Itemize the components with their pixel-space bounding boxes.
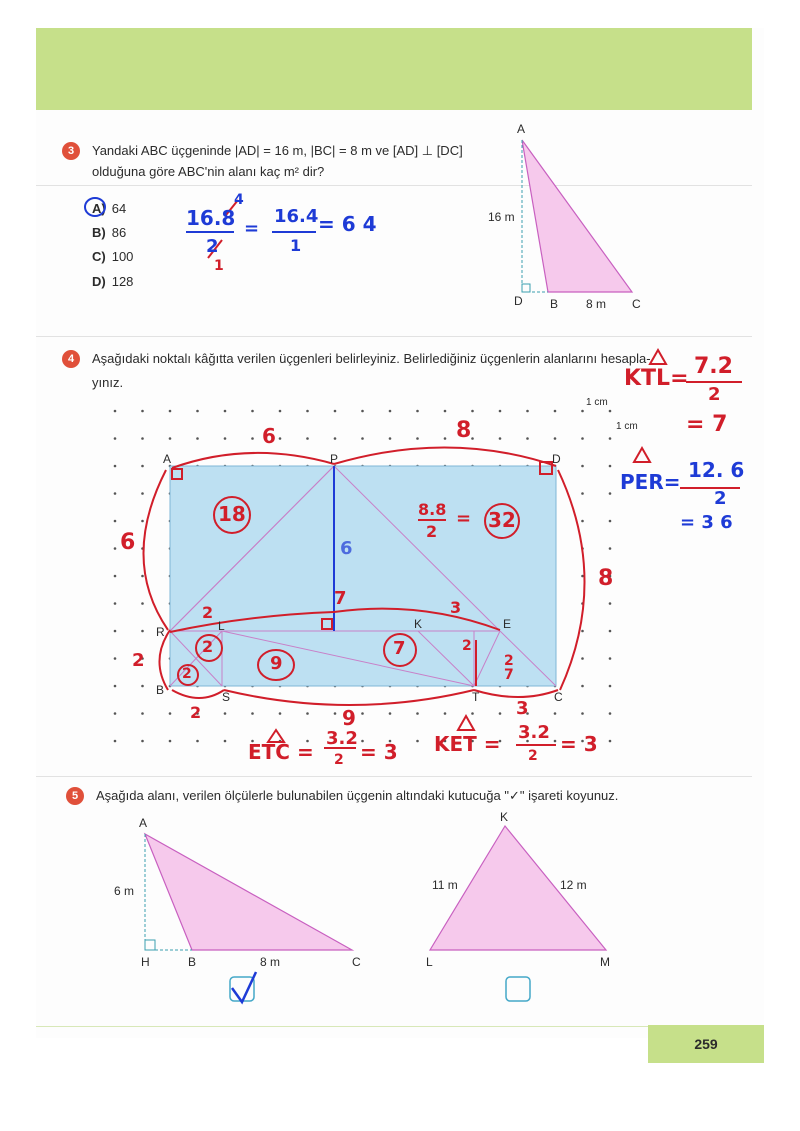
q3-triangle bbox=[522, 140, 632, 292]
grid-dot bbox=[114, 575, 117, 578]
unit-vertical: 1 cm bbox=[616, 421, 638, 432]
grid-dot bbox=[114, 712, 117, 715]
grid-dot bbox=[581, 492, 584, 495]
grid-dot bbox=[416, 740, 419, 743]
q4-hand-bottom-left: 2 bbox=[190, 703, 202, 722]
grid-dot bbox=[334, 410, 337, 413]
grid-dot bbox=[581, 657, 584, 660]
grid-dot bbox=[114, 547, 117, 550]
grid-dot bbox=[251, 712, 254, 715]
grid-dot bbox=[114, 685, 117, 688]
q4-hand-bottom-mid: 9 bbox=[342, 706, 356, 730]
q3-right-angle-mark bbox=[522, 284, 530, 292]
q4-hand-right: 8 bbox=[598, 566, 614, 591]
q3-label-a: A bbox=[517, 122, 526, 136]
option-b-value: 86 bbox=[111, 225, 127, 240]
grid-dot bbox=[581, 437, 584, 440]
grid-dot bbox=[609, 547, 612, 550]
q4-hand-area-18: 18 bbox=[218, 502, 246, 526]
grid-dot bbox=[609, 410, 612, 413]
q3-label-d: D bbox=[514, 294, 523, 308]
grid-dot bbox=[526, 437, 529, 440]
grid-dot bbox=[581, 410, 584, 413]
grid-dot bbox=[444, 410, 447, 413]
grid-dot bbox=[114, 437, 117, 440]
q5-label-a: A bbox=[139, 816, 148, 830]
option-a-value: 64 bbox=[111, 201, 127, 216]
grid-dot bbox=[141, 410, 144, 413]
grid-dot bbox=[471, 410, 474, 413]
q5-right-angle bbox=[145, 940, 155, 950]
q4-hand-left: 6 bbox=[120, 530, 136, 555]
q4-hand-l-two: 2 bbox=[202, 603, 214, 622]
q3-label-bc: 8 m bbox=[586, 297, 607, 311]
grid-dot bbox=[581, 630, 584, 633]
grid-dot bbox=[609, 602, 612, 605]
q4-hand-per-label: PER= bbox=[620, 470, 681, 494]
grid-dot bbox=[114, 740, 117, 743]
grid-dot bbox=[444, 437, 447, 440]
q4-hand-per-den: 2 bbox=[714, 488, 727, 509]
q4-hand-ket-label: KET = bbox=[434, 732, 501, 756]
grid-dot bbox=[224, 410, 227, 413]
q5-triangle-abc bbox=[145, 834, 352, 950]
q4-hand-k-three: 3 bbox=[450, 598, 462, 617]
q4-point-c: C bbox=[554, 690, 563, 704]
question-4-line1: Aşağıdaki noktalı kâğıtta verilen üçgenleri belirleyiniz. Belirlediğiniz üçgenlerin alanlarını hesapla- bbox=[92, 351, 651, 366]
grid-dot bbox=[196, 410, 199, 413]
grid-dot bbox=[114, 520, 117, 523]
q4-point-b: B bbox=[156, 683, 165, 697]
q4-hand-area-9: 9 bbox=[270, 653, 283, 674]
q4-point-e: E bbox=[503, 617, 512, 631]
q4-hand-etc-num: 3.2 bbox=[326, 728, 358, 749]
q4-hand-ktl-label: KTL= bbox=[624, 366, 689, 391]
grid-dot bbox=[361, 712, 364, 715]
q4-hand-ket-num: 3.2 bbox=[518, 722, 550, 743]
option-b-key: B) bbox=[92, 225, 106, 240]
question-4-badge: 4 bbox=[62, 350, 80, 368]
grid-dot bbox=[361, 437, 364, 440]
q4-hand-per-num: 12. 6 bbox=[688, 458, 745, 482]
grid-dot bbox=[609, 740, 612, 743]
q4-hand-e-seven: 2 7 bbox=[504, 653, 514, 683]
q4-hand-area-2: 2 bbox=[202, 637, 214, 656]
grid-dot bbox=[499, 437, 502, 440]
grid-dot bbox=[526, 410, 529, 413]
grid-dot bbox=[279, 410, 282, 413]
option-c-value: 100 bbox=[111, 249, 134, 264]
q4-hand-area-32: 32 bbox=[488, 508, 516, 532]
grid-dot bbox=[499, 410, 502, 413]
grid-dot bbox=[554, 712, 557, 715]
grid-dot bbox=[114, 657, 117, 660]
q4-point-t: T bbox=[472, 690, 480, 704]
q4-hand-area-2b: 2 bbox=[182, 666, 192, 682]
grid-dot bbox=[581, 685, 584, 688]
grid-dot bbox=[361, 410, 364, 413]
unit-horizontal: 1 cm bbox=[586, 397, 608, 408]
q4-hand-area-7: 7 bbox=[393, 638, 406, 659]
q3-hand-num2: 16.4 bbox=[274, 206, 319, 227]
option-a-key: A) bbox=[92, 201, 106, 216]
option-d-key: D) bbox=[92, 274, 106, 289]
grid-dot bbox=[306, 712, 309, 715]
grid-dot bbox=[114, 465, 117, 468]
q4-rectangle bbox=[170, 466, 556, 686]
q4-point-a: A bbox=[163, 452, 172, 466]
q4-hand-ktl-num: 7.2 bbox=[694, 354, 733, 379]
grid-dot bbox=[224, 437, 227, 440]
grid-dot bbox=[141, 685, 144, 688]
q5-label-right: 12 m bbox=[560, 878, 587, 892]
q3-hand-under2: 1 bbox=[214, 258, 224, 274]
q4-hand-left-small: 2 bbox=[132, 650, 145, 671]
q3-hand-den1: 2 bbox=[206, 236, 219, 257]
q5-label-m: M bbox=[600, 955, 610, 969]
q5-label-height: 6 m bbox=[114, 884, 135, 898]
q4-hand-etc-den: 2 bbox=[334, 752, 344, 768]
q4-hand-top-right: 8 bbox=[456, 418, 472, 443]
checkbox-2[interactable] bbox=[506, 977, 530, 1001]
grid-dot bbox=[169, 740, 172, 743]
q4-hand-ktl-den: 2 bbox=[708, 384, 721, 405]
grid-dot bbox=[279, 712, 282, 715]
grid-dot bbox=[499, 712, 502, 715]
grid-dot bbox=[141, 465, 144, 468]
grid-dot bbox=[609, 657, 612, 660]
grid-dot bbox=[609, 630, 612, 633]
divider bbox=[36, 336, 752, 337]
q3-hand-den2: 1 bbox=[290, 236, 302, 255]
q5-label-b: B bbox=[188, 955, 197, 969]
q4-hand-ktl-res: = 7 bbox=[686, 412, 728, 437]
question-4-line2: yınız. bbox=[92, 375, 124, 390]
q4-point-k: K bbox=[414, 617, 423, 631]
q4-point-r: R bbox=[156, 625, 165, 639]
q3-hand-result: = 6 4 bbox=[318, 212, 377, 236]
grid-dot bbox=[141, 575, 144, 578]
option-d-value: 128 bbox=[111, 274, 134, 289]
grid-dot bbox=[114, 602, 117, 605]
grid-dot bbox=[554, 410, 557, 413]
grid-dot bbox=[581, 712, 584, 715]
grid-dot bbox=[141, 602, 144, 605]
q4-hand-height-6: 6 bbox=[340, 538, 353, 559]
grid-dot bbox=[416, 410, 419, 413]
q4-hand-eq: = bbox=[456, 508, 472, 529]
grid-dot bbox=[141, 630, 144, 633]
grid-dot bbox=[581, 520, 584, 523]
question-5-badge: 5 bbox=[66, 787, 84, 805]
grid-dot bbox=[389, 712, 392, 715]
grid-dot bbox=[609, 492, 612, 495]
q5-label-c: C bbox=[352, 955, 361, 969]
footer-line bbox=[36, 1026, 648, 1027]
grid-dot bbox=[141, 740, 144, 743]
option-c-key: C) bbox=[92, 249, 106, 264]
q5-label-h: H bbox=[141, 955, 150, 969]
grid-dot bbox=[224, 740, 227, 743]
q3-label-b: B bbox=[550, 297, 559, 311]
grid-dot bbox=[444, 712, 447, 715]
question-5-line1: Aşağıda alanı, verilen ölçülerle bulunabilen üçgenin altındaki kutucuğa "✓" işareti koyunuz. bbox=[96, 788, 619, 803]
grid-dot bbox=[416, 712, 419, 715]
grid-dot bbox=[416, 437, 419, 440]
grid-dot bbox=[554, 437, 557, 440]
q3-label-c: C bbox=[632, 297, 641, 311]
q4-hand-etc-label: ETC = bbox=[248, 740, 314, 764]
grid-dot bbox=[224, 712, 227, 715]
q4-hand-top-left: 6 bbox=[262, 424, 276, 448]
q4-hand-e-two: 2 bbox=[462, 638, 472, 654]
grid-dot bbox=[251, 437, 254, 440]
grid-dot bbox=[196, 437, 199, 440]
q3-hand-over8: 4 bbox=[234, 192, 244, 208]
answer-circle bbox=[85, 198, 105, 216]
grid-dot bbox=[471, 712, 474, 715]
q5-label-k: K bbox=[500, 810, 509, 824]
grid-dot bbox=[141, 520, 144, 523]
q5-label-left: 11 m bbox=[432, 878, 458, 892]
q4-point-s: S bbox=[222, 690, 231, 704]
grid-dot bbox=[389, 410, 392, 413]
grid-dot bbox=[141, 712, 144, 715]
grid-dot bbox=[306, 410, 309, 413]
grid-dot bbox=[389, 437, 392, 440]
q4-hand-seven-mark: 7 bbox=[334, 588, 347, 609]
q5-label-base: 8 m bbox=[260, 955, 281, 969]
q4-point-d: D bbox=[552, 452, 561, 466]
q3-hand-eq: = bbox=[244, 218, 260, 239]
grid-dot bbox=[279, 437, 282, 440]
grid-dot bbox=[609, 712, 612, 715]
q4-hand-ket-res: = 3 bbox=[560, 732, 598, 756]
grid-dot bbox=[609, 685, 612, 688]
question-3-badge: 3 bbox=[62, 142, 80, 160]
grid-dot bbox=[169, 410, 172, 413]
grid-dot bbox=[114, 492, 117, 495]
grid-dot bbox=[141, 437, 144, 440]
grid-dot bbox=[141, 492, 144, 495]
grid-dot bbox=[334, 712, 337, 715]
grid-dot bbox=[609, 465, 612, 468]
q4-hand-frac-den: 2 bbox=[426, 522, 438, 541]
q4-hand-bottom-right: 3 bbox=[516, 698, 529, 719]
q3-hand-num1: 16.8 bbox=[186, 206, 236, 230]
grid-dot bbox=[581, 465, 584, 468]
grid-dot bbox=[471, 437, 474, 440]
grid-dot bbox=[609, 520, 612, 523]
question-3-line1: Yandaki ABC üçgeninde |AD| = 16 m, |BC| = 8 m ve [AD] ⊥ [DC] bbox=[92, 143, 463, 158]
q5-label-l: L bbox=[426, 955, 433, 969]
q4-hand-etc-res: = 3 bbox=[360, 740, 398, 764]
grid-dot bbox=[114, 630, 117, 633]
grid-dot bbox=[334, 437, 337, 440]
divider bbox=[36, 776, 752, 777]
grid-dot bbox=[306, 437, 309, 440]
grid-dot bbox=[609, 437, 612, 440]
grid-dot bbox=[554, 740, 557, 743]
q4-point-p: P bbox=[330, 452, 339, 466]
grid-dot bbox=[251, 410, 254, 413]
grid-dot bbox=[169, 712, 172, 715]
q4-point-l: L bbox=[218, 619, 225, 633]
question-3-line2: olduğuna göre ABC'nin alanı kaç m² dir? bbox=[92, 164, 325, 179]
grid-dot bbox=[169, 437, 172, 440]
grid-dot bbox=[114, 410, 117, 413]
q4-hand-frac-num: 8.8 bbox=[418, 500, 447, 519]
q4-hand-per-res: = 3 6 bbox=[680, 512, 733, 533]
q3-label-ad: 16 m bbox=[488, 210, 515, 224]
q4-hand-ket-den: 2 bbox=[528, 748, 538, 764]
grid-dot bbox=[196, 740, 199, 743]
page-number: 259 bbox=[694, 1036, 718, 1052]
